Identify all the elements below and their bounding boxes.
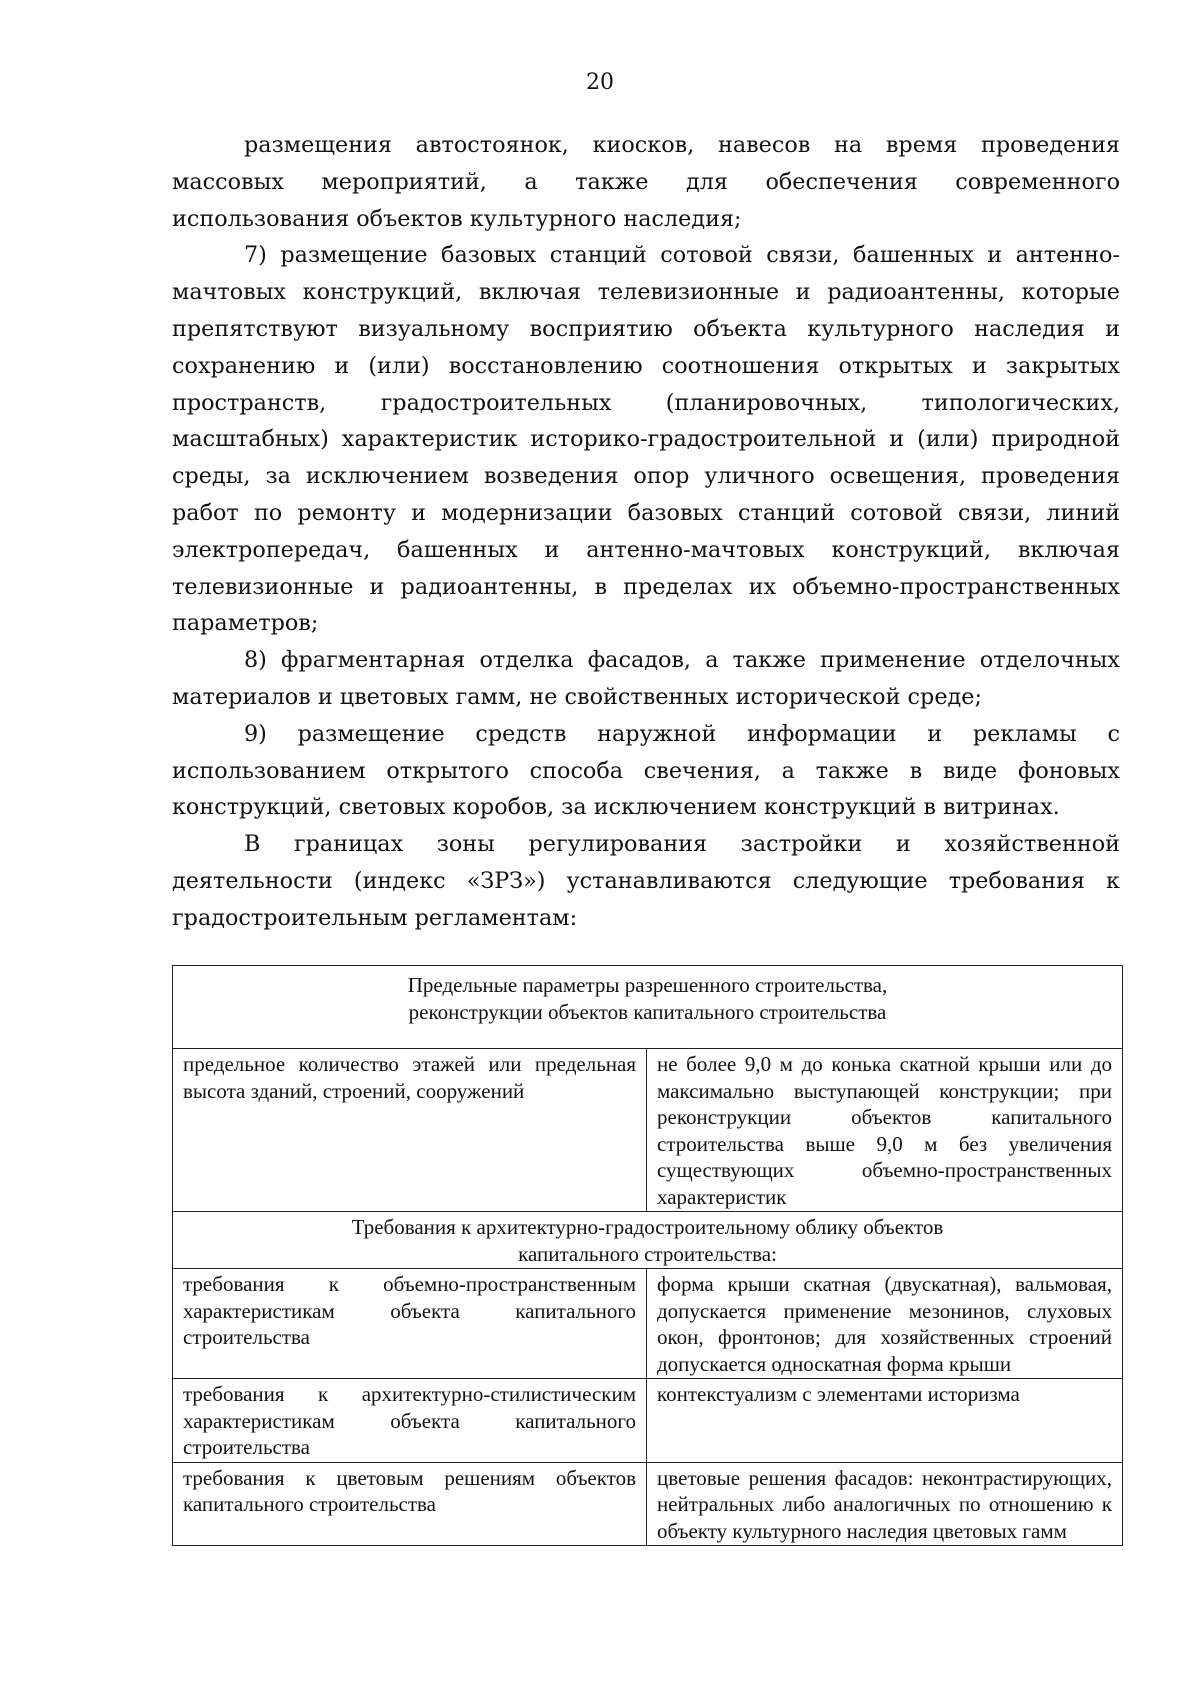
table-header-limits-line2: реконструкции объектов капитального строительства xyxy=(408,999,887,1024)
table-cell-style-label: требования к архитектурно-стилистическим характеристикам объекта капитального строительства xyxy=(173,1379,647,1463)
table-cell-color-label: требования к цветовым решениям объектов капитального строительства xyxy=(173,1462,647,1546)
table-cell-style-value: контекстуализм с элементами историзма xyxy=(647,1379,1123,1463)
table-cell-color-value: цветовые решения фасадов: неконтрастирующих, нейтральных либо аналогичных по отношению к объекту культурного наследия цветовых гамм xyxy=(647,1462,1123,1546)
table-header-limits xyxy=(173,966,1123,1049)
table-header-limits-line1: Предельные параметры разрешенного строительства, xyxy=(407,973,888,997)
table-subheader-row xyxy=(173,1212,1123,1269)
table-cell-volume-label: требования к объемно-пространственным характеристикам объекта капитального строительства xyxy=(173,1269,647,1379)
table-cell-height-label: предельное количество этажей или предельная высота зданий, строений, сооружений xyxy=(173,1049,647,1212)
table-cell-volume-value: форма крыши скатная (двускатная), вальмовая, допускается применение мезонинов, слуховых окон, фронтонов; для хозяйственных строений допускается односкатная форма крыши xyxy=(647,1269,1123,1379)
table-header-appearance xyxy=(173,1212,1123,1269)
paragraph-zrz-intro: В границах зоны регулирования застройки и хозяйственной деятельности (индекс «ЗРЗ») устанавливаются следующие требования к градостроительным регламентам: xyxy=(172,831,1120,931)
paragraph-item-7: 7) размещение базовых станций сотовой связи, башенных и антенно-мачтовых конструкций, включая телевизионные и радиоантенны, которые препятствуют визуальному восприятию объекта культурного наследия и сохранению и (или) восстановлению соотношения открытых и закрытых пространств, градостроительных (планировочных, типологических, масштабных) характеристик историко-градостроительной и (или) природной среды, за исключением возведения опор уличного освещения, проведения работ по ремонту и модернизации базовых станций сотовой связи, линий электропередач, башенных и антенно-мачтовых конструкций, включая телевизионные и радиоантенны, в пределах их объемно-пространственных параметров; xyxy=(172,242,1120,637)
regulations-table xyxy=(172,965,1123,1546)
table-row xyxy=(173,1269,1123,1379)
paragraph-continuation: размещения автостоянок, киосков, навесов на время проведения массовых мероприятий, а также для обеспечения современного использования объектов культурного наследия; xyxy=(172,132,1120,232)
table-header-row xyxy=(173,966,1123,1049)
table-header-appearance-line2: капитального строительства: xyxy=(518,1241,777,1266)
table-cell-height-value: не более 9,0 м до конька скатной крыши или до максимально выступающей конструкции; при реконструкции объектов капитального строительства выше 9,0 м без увеличения существующих объемно-пространственных характеристик xyxy=(647,1049,1123,1212)
table-row xyxy=(173,1379,1123,1463)
table-row xyxy=(173,1462,1123,1546)
paragraph-item-8: 8) фрагментарная отделка фасадов, а также применение отделочных материалов и цветовых гамм, не свойственных исторической среде; xyxy=(172,647,1120,710)
page-number: 20 xyxy=(586,70,614,95)
body-text xyxy=(172,127,1120,937)
table-row xyxy=(173,1049,1123,1212)
table-header-appearance-line1: Требования к архитектурно-градостроительному облику объектов xyxy=(351,1215,944,1239)
paragraph-item-9: 9) размещение средств наружной информации и рекламы с использованием открытого способа свечения, а также в виде фоновых конструкций, световых коробов, за исключением конструкций в витринах. xyxy=(172,720,1120,821)
